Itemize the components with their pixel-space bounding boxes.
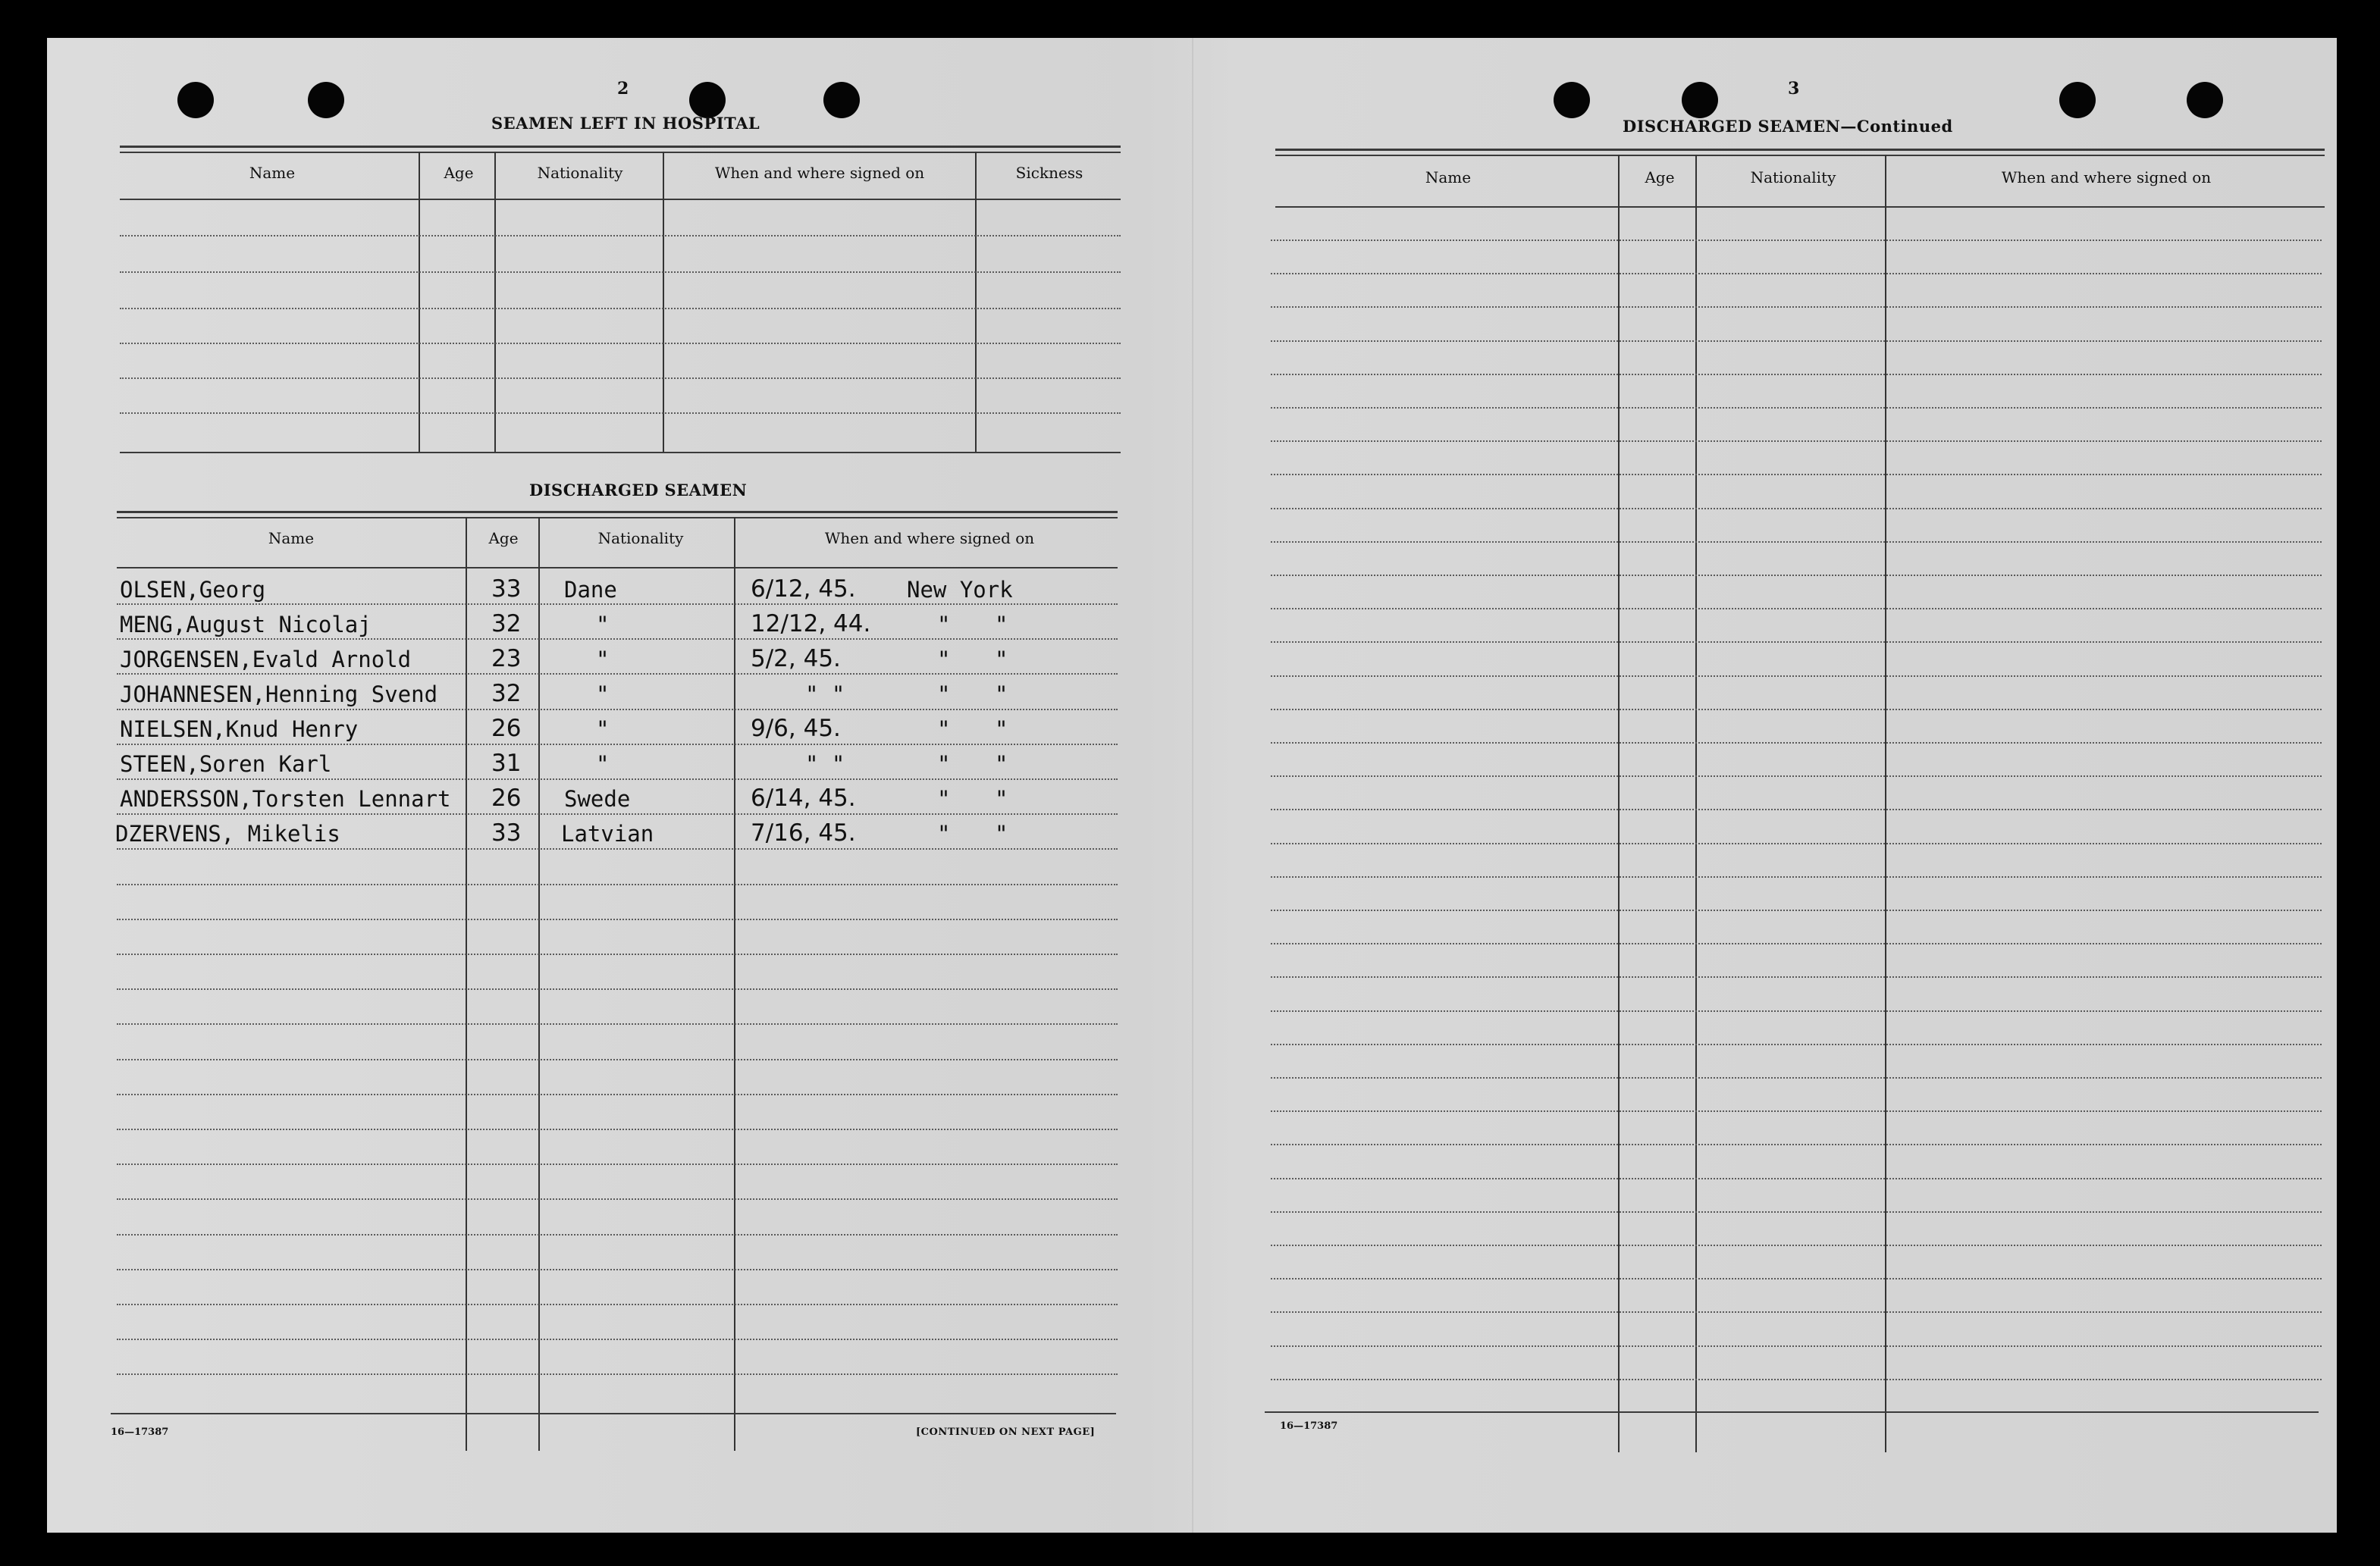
row-line bbox=[117, 1164, 1118, 1165]
row-line bbox=[120, 308, 1121, 309]
row-line bbox=[1271, 943, 2322, 944]
continued-note: [CONTINUED ON NEXT PAGE] bbox=[916, 1427, 1096, 1438]
col-header-name: Name bbox=[1425, 168, 1472, 186]
seaman-name: DZERVENS, Mikelis bbox=[115, 821, 340, 847]
punch-hole bbox=[823, 82, 860, 118]
signed-on-place: " bbox=[937, 647, 951, 672]
signed-on-date: 6/12, 45. bbox=[751, 575, 856, 603]
signed-on-date: 6/14, 45. bbox=[751, 785, 856, 812]
row-line bbox=[117, 709, 1118, 710]
row-line bbox=[1271, 1178, 2322, 1179]
col-header-nationality: Nationality bbox=[1750, 168, 1836, 186]
column-divider bbox=[538, 517, 540, 1451]
page-number-right: 3 bbox=[1788, 79, 1800, 99]
signed-on-place: " bbox=[937, 681, 951, 707]
continued-section-title bbox=[1623, 117, 1953, 136]
seaman-nationality: " bbox=[596, 681, 610, 707]
row-line bbox=[117, 1198, 1118, 1200]
col-header-age: Age bbox=[444, 164, 474, 182]
signed-on-date: 7/16, 45. bbox=[751, 819, 856, 847]
seaman-nationality: " bbox=[596, 751, 610, 777]
punch-hole bbox=[1682, 82, 1718, 118]
row-line bbox=[1271, 843, 2322, 844]
seaman-nationality: Dane bbox=[564, 577, 617, 603]
signed-on-date: 12/12, 44. bbox=[751, 610, 871, 637]
column-divider bbox=[975, 152, 977, 453]
row-line bbox=[117, 603, 1118, 605]
seaman-name: OLSEN,Georg bbox=[120, 577, 266, 603]
row-line bbox=[117, 778, 1118, 780]
seaman-age: 33 bbox=[491, 575, 522, 603]
row-line bbox=[117, 1269, 1118, 1270]
seaman-age: 26 bbox=[491, 715, 522, 742]
row-line bbox=[117, 884, 1118, 885]
row-line bbox=[117, 813, 1118, 815]
row-line bbox=[1271, 742, 2322, 744]
seaman-nationality: " bbox=[596, 612, 610, 637]
signed-on-date: " " bbox=[805, 681, 845, 707]
form-number-right: 16—17387 bbox=[1280, 1420, 1338, 1432]
row-line bbox=[1271, 608, 2322, 609]
row-line bbox=[117, 1339, 1118, 1340]
rule bbox=[1275, 155, 2325, 156]
row-line bbox=[117, 1023, 1118, 1025]
row-line bbox=[1271, 809, 2322, 810]
seaman-age: 31 bbox=[491, 750, 522, 777]
signed-on-place: " bbox=[937, 786, 951, 812]
col-header-age: Age bbox=[488, 529, 519, 547]
signed-on-place-ditto: " bbox=[995, 612, 1008, 637]
column-divider bbox=[466, 517, 467, 1451]
seaman-age: 32 bbox=[491, 610, 522, 637]
col-header-name: Name bbox=[268, 529, 315, 547]
row-line bbox=[1271, 541, 2322, 543]
signed-on-place-ditto: " bbox=[995, 716, 1008, 742]
signed-on-place: " bbox=[937, 716, 951, 742]
rule bbox=[1265, 1411, 2319, 1413]
seaman-age: 32 bbox=[491, 680, 522, 707]
rule bbox=[117, 517, 1118, 518]
row-line bbox=[1271, 1379, 2322, 1380]
signed-on-place: " bbox=[937, 821, 951, 847]
punch-hole bbox=[177, 82, 214, 118]
signed-on-place: " bbox=[937, 751, 951, 777]
signed-on-date: 9/6, 45. bbox=[751, 715, 841, 742]
row-line bbox=[1271, 407, 2322, 409]
row-line bbox=[1271, 1044, 2322, 1045]
signed-on-place-ditto: " bbox=[995, 786, 1008, 812]
row-line bbox=[117, 744, 1118, 745]
continued-title-suffix: —Continued bbox=[1840, 117, 1953, 136]
signed-on-place-ditto: " bbox=[995, 681, 1008, 707]
hospital-section-title: SEAMEN LEFT IN HOSPITAL bbox=[491, 114, 760, 133]
row-line bbox=[1271, 273, 2322, 274]
col-header-name: Name bbox=[249, 164, 296, 182]
punch-hole bbox=[689, 82, 726, 118]
discharged-section-title: DISCHARGED SEAMEN bbox=[529, 481, 748, 500]
col-header-age: Age bbox=[1645, 168, 1675, 186]
row-line bbox=[1271, 306, 2322, 308]
row-line bbox=[117, 1059, 1118, 1060]
row-line bbox=[1271, 575, 2322, 576]
col-header-signed-on: When and where signed on bbox=[824, 529, 1035, 547]
seaman-age: 23 bbox=[491, 645, 522, 672]
signed-on-place: New York bbox=[907, 577, 1013, 603]
row-line bbox=[117, 919, 1118, 920]
row-line bbox=[1271, 910, 2322, 911]
continued-title-main: DISCHARGED SEAMEN bbox=[1623, 117, 1841, 136]
row-line bbox=[1271, 709, 2322, 710]
row-line bbox=[1271, 374, 2322, 375]
punch-hole bbox=[2187, 82, 2223, 118]
rule bbox=[120, 452, 1121, 453]
rule bbox=[1275, 149, 2325, 151]
rule bbox=[111, 1413, 1116, 1414]
seaman-age: 33 bbox=[491, 819, 522, 847]
seaman-nationality: Latvian bbox=[561, 821, 654, 847]
row-line bbox=[1271, 340, 2322, 342]
signed-on-place: " bbox=[937, 612, 951, 637]
col-header-nationality: Nationality bbox=[537, 164, 623, 182]
rule bbox=[1275, 206, 2325, 208]
row-line bbox=[1271, 1211, 2322, 1213]
document-sheet bbox=[47, 38, 2337, 1533]
page-number-left: 2 bbox=[617, 79, 629, 99]
seaman-nationality: " bbox=[596, 647, 610, 672]
row-line bbox=[1271, 1077, 2322, 1079]
row-line bbox=[1271, 1245, 2322, 1246]
row-line bbox=[117, 673, 1118, 675]
seaman-nationality: Swede bbox=[564, 786, 631, 812]
column-divider bbox=[663, 152, 664, 453]
signed-on-date: " " bbox=[805, 751, 845, 777]
form-number-left: 16—17387 bbox=[111, 1427, 169, 1438]
row-line bbox=[1271, 474, 2322, 475]
seaman-name: STEEN,Soren Karl bbox=[120, 751, 332, 777]
row-line bbox=[1271, 1110, 2322, 1112]
row-line bbox=[1271, 641, 2322, 643]
row-line bbox=[120, 343, 1121, 344]
seaman-name: ANDERSSON,Torsten Lennart bbox=[120, 786, 451, 812]
row-line bbox=[117, 1373, 1118, 1375]
row-line bbox=[117, 1129, 1118, 1130]
seaman-name: JORGENSEN,Evald Arnold bbox=[120, 647, 412, 672]
row-line bbox=[1271, 775, 2322, 777]
seaman-name: JOHANNESEN,Henning Svend bbox=[120, 681, 438, 707]
signed-on-place-ditto: " bbox=[995, 751, 1008, 777]
signed-on-place-ditto: " bbox=[995, 647, 1008, 672]
seaman-nationality: " bbox=[596, 716, 610, 742]
row-line bbox=[117, 988, 1118, 990]
col-header-nationality: Nationality bbox=[597, 529, 684, 547]
row-line bbox=[1271, 1311, 2322, 1313]
col-header-signed-on: When and where signed on bbox=[714, 164, 925, 182]
row-line bbox=[1271, 508, 2322, 509]
column-divider bbox=[1695, 155, 1697, 1452]
row-line bbox=[120, 235, 1121, 236]
column-divider bbox=[419, 152, 420, 453]
col-header-signed-on: When and where signed on bbox=[2001, 168, 2212, 186]
row-line bbox=[117, 1304, 1118, 1305]
row-line bbox=[120, 377, 1121, 379]
row-line bbox=[120, 271, 1121, 273]
row-line bbox=[120, 412, 1121, 414]
row-line bbox=[117, 638, 1118, 640]
seaman-age: 26 bbox=[491, 785, 522, 812]
punch-hole bbox=[2059, 82, 2096, 118]
rule bbox=[117, 567, 1118, 568]
row-line bbox=[1271, 440, 2322, 442]
row-line bbox=[1271, 1345, 2322, 1347]
col-header-sickness: Sickness bbox=[1015, 164, 1083, 182]
column-divider bbox=[734, 517, 735, 1451]
column-divider bbox=[1618, 155, 1620, 1452]
signed-on-place-ditto: " bbox=[995, 821, 1008, 847]
column-divider bbox=[494, 152, 496, 453]
row-line bbox=[1271, 1278, 2322, 1279]
row-line bbox=[1271, 1144, 2322, 1145]
page-fold bbox=[1192, 38, 1193, 1533]
rule bbox=[120, 146, 1121, 148]
row-line bbox=[117, 1234, 1118, 1236]
seaman-name: NIELSEN,Knud Henry bbox=[120, 716, 359, 742]
rule bbox=[120, 152, 1121, 153]
rule bbox=[120, 199, 1121, 200]
row-line bbox=[1271, 876, 2322, 878]
rule bbox=[117, 511, 1118, 513]
row-line bbox=[117, 1094, 1118, 1095]
seaman-name: MENG,August Nicolaj bbox=[120, 612, 372, 637]
column-divider bbox=[1885, 155, 1886, 1452]
row-line bbox=[1271, 1010, 2322, 1012]
row-line bbox=[1271, 976, 2322, 978]
row-line bbox=[117, 848, 1118, 850]
punch-hole bbox=[308, 82, 344, 118]
row-line bbox=[1271, 240, 2322, 241]
signed-on-date: 5/2, 45. bbox=[751, 645, 841, 672]
row-line bbox=[117, 954, 1118, 955]
punch-hole bbox=[1554, 82, 1590, 118]
row-line bbox=[1271, 675, 2322, 677]
